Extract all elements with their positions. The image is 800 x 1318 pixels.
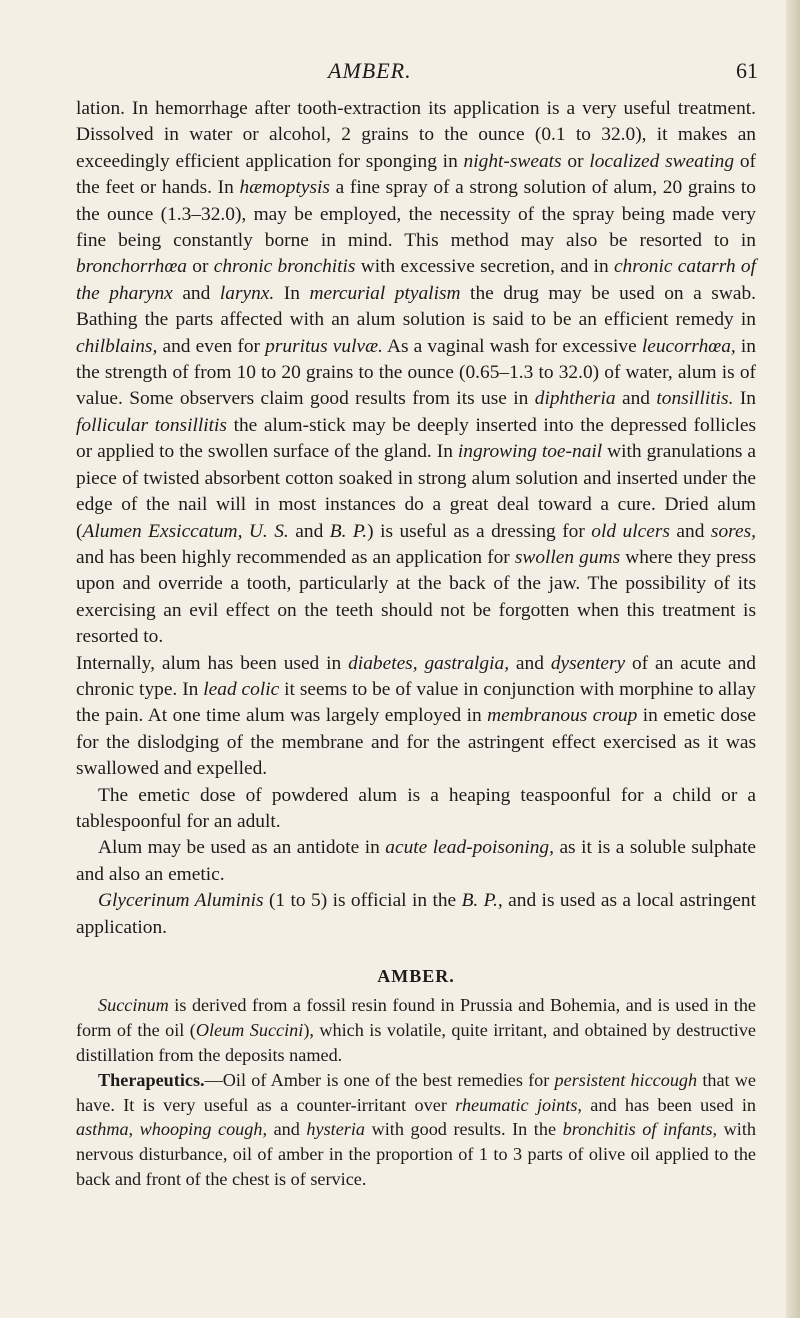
italic-term: Alumen Exsiccatum, U. S. [82,520,289,542]
italic-term: Oleum Succini [195,1020,304,1041]
text-run: in the strength of from 10 to 20 grains to the ounce (0.65–1.3 to 32.0) of water, alum is of value. Some observers claim good results from its use in [76,335,756,410]
page-body [76,96,756,1192]
text-run: and has been highly recommended as an application for [76,546,515,568]
italic-term: Succinum [98,995,169,1016]
text-run: is derived from a fossil resin found in Prussia and Bohemia, and is used in the form of the oil ( [76,995,756,1041]
text-run: Alum may be used as an antidote in [98,837,386,859]
running-title: AMBER. [328,58,412,83]
italic-term: chronic catarrh of the pharynx [76,256,756,304]
text-run: with granulations a piece of twisted absorbent cotton soaked in strong alum solution and inserted under the edge of the nail will in most instances do a great deal toward a cure. Dried alum ( [76,441,757,542]
text-run: ) is useful as a dressing for [367,520,592,542]
italic-term: old ulcers [591,520,670,542]
italic-term: acute lead-poisoning, [385,837,554,859]
page-header [0,58,800,88]
text-run: or [561,150,590,172]
italic-term: night-sweats [463,150,562,172]
italic-term: rheumatic joints, [455,1094,582,1115]
section-heading: AMBER. [377,966,455,986]
italic-term: swollen gums [514,546,621,568]
italic-term: mercurial ptyalism [309,282,461,304]
text-run: of an acute and chronic type. In [76,652,756,700]
text-run: and [288,520,330,542]
text-run: and [509,652,551,674]
text-run: —Oil of Amber is one of the best remedies for [204,1069,555,1090]
paragraph [76,96,756,651]
text-run: ), which is volatile, quite irritant, and obtained by destructive distillation from the deposits named. [76,1020,756,1065]
text-run: and has been used in [581,1094,756,1115]
paragraph [76,783,756,836]
page-edge [786,0,800,1318]
text-run: of the feet or hands. In [76,150,756,199]
text-run: and is used as a local astringent application. [76,890,756,938]
italic-term: B. P. [329,520,368,542]
text-run: with nervous disturbance, oil of amber in the proportion of 1 to 3 parts of olive oil applied to the back and front of the chest is of service. [76,1119,756,1189]
text-run: the alum-stick may be deeply inserted into the depressed follicles or applied to the swollen surface of the gland. In [76,414,756,463]
text-run: As a vaginal wash for excessive [382,335,642,357]
italic-term: lead colic [203,678,280,700]
italic-term: bronchorrhœa [76,256,187,278]
text-run: with excessive secretion, and in [355,256,614,278]
section-body [76,993,756,1191]
italic-term: larynx. [219,282,275,304]
italic-term: chilblains, [76,335,158,357]
text-run: lation. In hemorrhage after tooth-extraction its application is a very useful treatment. Dissolved in water or alcohol, 2 grains to the ounce (0.1 to 32.0), it makes an exceedingly efficient application for sponging in [76,98,756,172]
text-run: and [267,1119,307,1140]
italic-term: ingrowing toe-nail [457,441,603,463]
italic-term: tonsillitis. [656,388,734,410]
text-run: it seems to be of value in conjunction with morphine to allay the pain. At one time alum was largely employed in [76,678,756,727]
paragraph [76,993,756,1067]
italic-term: hæmoptysis [239,177,330,199]
page-number: 61 [736,58,758,83]
text-run: The emetic dose of powdered alum is a heaping teaspoonful for a child or a tablespoonful for an adult. [76,784,756,832]
italic-term: dysentery [550,652,626,674]
italic-term: diphtheria [534,388,616,410]
italic-term: follicular tonsillitis [76,414,227,436]
italic-term: hysteria [306,1119,366,1140]
text-run: and even for [157,335,266,357]
italic-term: asthma, whooping cough, [76,1119,267,1140]
italic-term: persistent hiccough [554,1069,698,1090]
text-run: or [186,256,214,278]
text-run: where they press upon and override a tooth, particularly at the back of the jaw. The possibility of its exercising an evil effect on the teeth should not be forgotten when this treatment is resorted to. [76,546,756,648]
italic-term: B. P., [461,890,503,912]
text-run: and [615,388,657,410]
text-run: and [172,282,220,304]
italic-term: Glycerinum Aluminis [98,890,264,912]
text-run: (1 to 5) is official in the [263,890,462,912]
italic-term: chronic bronchitis [213,256,356,278]
italic-term: localized sweating [589,150,735,172]
text-run: that we have. It is very useful as a counter-irritant over [76,1069,756,1115]
italic-term: sores, [710,520,756,542]
paragraph [76,1068,756,1192]
text-run: and [669,520,711,542]
italic-term: leucorrhœa, [641,335,736,357]
text-run: In [733,388,756,410]
italic-term: bronchitis of infants, [562,1119,718,1140]
text-run: with good results. In the [365,1119,563,1140]
paragraph [76,888,756,941]
text-run: a fine spray of a strong solution of alum, 20 grains to the ounce (1.3–32.0), may be employed, the necessity of the spray being made very fine being constantly borne in mind. This method may also be resorted to in [76,177,756,252]
text-run: In [274,282,310,304]
run-in-heading: Therapeutics. [98,1069,205,1090]
text-run: as it is a soluble sulphate and also an emetic. [76,837,756,885]
italic-term: pruritus vulvæ. [265,335,383,357]
text-run: the drug may be used on a swab. Bathing the parts affected with an alum solution is said to be an efficient remedy in [76,282,756,331]
paragraph [76,651,756,783]
italic-term: diabetes, gastralgia, [348,652,510,674]
text-run: Internally, alum has been used in [76,652,349,674]
paragraph [76,835,756,888]
italic-term: membranous croup [487,705,638,727]
text-run: in emetic dose for the dislodging of the membrane and for the astringent effect exercised as it was swallowed and expelled. [76,705,756,780]
